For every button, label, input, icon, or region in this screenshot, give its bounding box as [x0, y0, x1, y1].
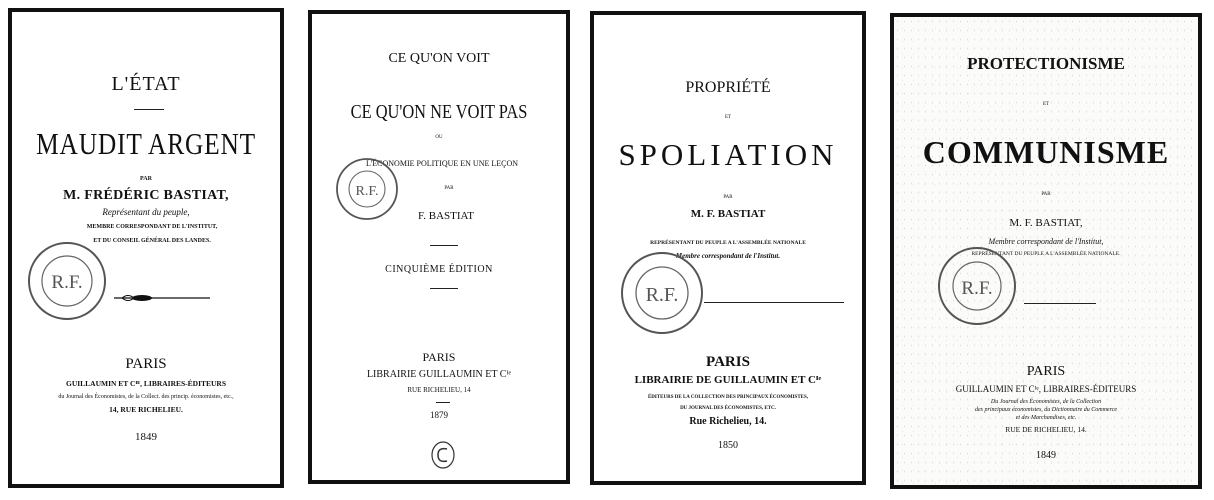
- author-name: M. FRÉDÉRIC BASTIAT,: [63, 188, 229, 203]
- publisher: GUILLAUMIN ET Cᴵᴱ, LIBRAIRES-ÉDITEURS: [65, 379, 227, 388]
- library-stamp: [934, 243, 1020, 329]
- author-role: REPRÉSENTANT DU PEUPLE A L'ASSEMBLÉE NATIONALE: [650, 240, 806, 246]
- par-label: PAR: [140, 176, 152, 182]
- cover-ce-quon-voit: [308, 10, 570, 484]
- edition: CINQUIÈME ÉDITION: [385, 264, 493, 275]
- cover-title-line1: PROPRIÉTÉ: [685, 79, 771, 96]
- cover-title-line2: MAUDIT ARGENT: [36, 126, 257, 161]
- publisher-note: du Journal des Économistes, de la Collect. des princip. économistes, etc.,: [58, 394, 234, 400]
- cover-propriete-spoliation: [590, 11, 866, 485]
- divider-long: [1024, 303, 1096, 304]
- publisher-note-2: DU JOURNAL DES ÉCONOMISTES, ETC.: [680, 406, 776, 411]
- publisher-note-1: ÉDITEURS DE LA COLLECTION DES PRINCIPAUX ÉCONOMISTES,: [647, 395, 809, 400]
- author-name: M. F. BASTIAT: [690, 208, 766, 220]
- et-label: ET: [1042, 102, 1050, 107]
- publisher-mark-icon: [430, 440, 456, 470]
- author-role: REPRÉSENTANT DU PEUPLE A L'ASSEMBLÉE NATIONALE.: [971, 251, 1121, 257]
- cover-title-line1: L'ÉTAT: [111, 73, 181, 95]
- publication-year: 1879: [430, 410, 448, 420]
- stamp-letters: R.F.: [645, 284, 679, 306]
- address: RUE RICHELIEU, 14: [407, 386, 471, 394]
- member-line: Membre correspondant de l'Institut,: [988, 237, 1104, 246]
- stamp-letters: R.F.: [51, 272, 83, 293]
- par-label: PAR: [444, 186, 454, 191]
- cover-title-line1: CE QU'ON VOIT: [388, 51, 490, 66]
- divider-long: [704, 302, 844, 303]
- publication-year: 1849: [1036, 450, 1056, 461]
- city: PARIS: [1026, 364, 1066, 379]
- cover-protectionisme-communisme: [890, 13, 1202, 489]
- member-line2: ET DU CONSEIL GÉNÉRAL DES LANDES.: [93, 238, 211, 244]
- city: PARIS: [422, 350, 456, 364]
- city: PARIS: [125, 356, 167, 372]
- par-label: PAR: [1041, 192, 1051, 197]
- et-label: ET: [724, 115, 732, 120]
- member-line: Membre correspondant de l'Institut.: [675, 252, 781, 260]
- cover-title-line2: SPOLIATION: [618, 137, 838, 172]
- publisher: GUILLAUMIN ET Cᴵᵉ, LIBRAIRES-ÉDITEURS: [955, 384, 1137, 394]
- member-line1: MEMBRE CORRESPONDANT DE L'INSTITUT,: [86, 224, 218, 230]
- address: 14, RUE RICHELIEU.: [109, 405, 183, 414]
- publisher: LIBRAIRIE GUILLAUMIN ET Cᴵᵉ: [366, 369, 512, 380]
- address: Rue Richelieu, 14.: [689, 416, 767, 427]
- library-stamp: [616, 247, 708, 339]
- stamp-letters: R.F.: [961, 278, 993, 299]
- publisher-note-2: des principaux économistes, du Dictionnaire du Commerce: [974, 407, 1118, 413]
- divider-tiny: [436, 402, 450, 403]
- divider-short: [430, 245, 458, 246]
- author-name: M. F. BASTIAT,: [1009, 217, 1083, 229]
- cover-letat-maudit-argent: [8, 8, 284, 488]
- ou-label: OU: [435, 135, 443, 140]
- publication-year: 1850: [718, 440, 738, 451]
- divider-short-2: [430, 288, 458, 289]
- stamp-letters: R.F.: [355, 184, 379, 199]
- publication-year: 1849: [135, 431, 157, 443]
- cover-title-line2: CE QU'ON NE VOIT PAS: [350, 101, 528, 123]
- publisher-note-3: et des Marchandises, etc.: [1015, 415, 1077, 421]
- ornament-flourish: [112, 292, 212, 304]
- author-role: Représentant du peuple,: [102, 207, 190, 217]
- author-name: F. BASTIAT: [418, 210, 474, 222]
- library-stamp: [24, 238, 110, 324]
- subtitle: L'ÉCONOMIE POLITIQUE EN UNE LEÇON: [365, 159, 519, 168]
- cover-title-line2: COMMUNISME: [922, 134, 1170, 170]
- city: PARIS: [706, 354, 750, 370]
- title-divider: [134, 109, 164, 110]
- publisher: LIBRAIRIE DE GUILLAUMIN ET Cᴵᵉ: [634, 374, 822, 386]
- publisher-note-1: Du Journal des Économistes, de la Collection: [990, 399, 1102, 405]
- par-label: PAR: [723, 195, 733, 200]
- address: RUE DE RICHELIEU, 14.: [1005, 425, 1087, 434]
- cover-title-line1: PROTECTIONISME: [967, 54, 1125, 73]
